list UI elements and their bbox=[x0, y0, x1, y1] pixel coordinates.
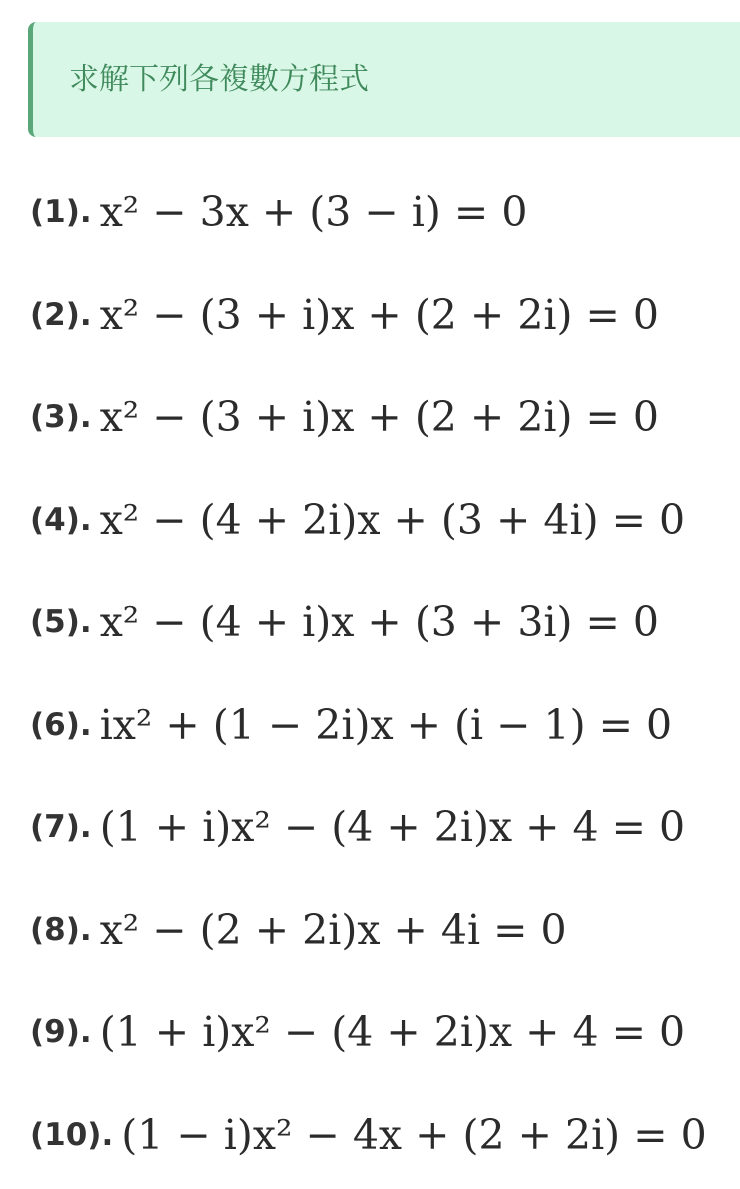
problem-equation: x² − (3 + i)x + (2 + 2i) = 0 bbox=[99, 290, 660, 339]
problem-number: (4). bbox=[30, 501, 92, 538]
problem-number: (9). bbox=[30, 1014, 92, 1050]
problem-number: (7). bbox=[30, 809, 92, 845]
problem-equation: (1 − i)x² − 4x + (2 + 2i) = 0 bbox=[121, 1110, 707, 1159]
problem-item bbox=[30, 370, 740, 473]
problem-item bbox=[30, 883, 740, 986]
problem-item bbox=[30, 1088, 740, 1189]
problem-number: (2). bbox=[30, 296, 92, 333]
problem-item bbox=[30, 985, 740, 1088]
problem-number: (5). bbox=[30, 604, 92, 640]
problem-item bbox=[30, 575, 740, 678]
problem-equation: ix² + (1 − 2i)x + (i − 1) = 0 bbox=[99, 700, 673, 749]
problem-number: (1). bbox=[30, 194, 92, 230]
problem-number: (10). bbox=[30, 1116, 114, 1153]
problem-number: (3). bbox=[30, 399, 92, 435]
problem-item bbox=[30, 678, 740, 781]
problem-item bbox=[30, 165, 740, 268]
instruction-callout bbox=[28, 22, 740, 137]
problem-equation: x² − (4 + 2i)x + (3 + 4i) = 0 bbox=[99, 495, 686, 544]
problem-equation: x² − (2 + 2i)x + 4i = 0 bbox=[99, 905, 567, 954]
problem-equation: (1 + i)x² − (4 + 2i)x + 4 = 0 bbox=[99, 1008, 686, 1056]
problem-equation: x² − (3 + i)x + (2 + 2i) = 0 bbox=[99, 393, 660, 441]
problem-equation: x² − 3x + (3 − i) = 0 bbox=[99, 188, 528, 236]
problem-equation: x² − (4 + i)x + (3 + 3i) = 0 bbox=[99, 598, 660, 646]
problem-item bbox=[30, 268, 740, 371]
problem-equation: (1 + i)x² − (4 + 2i)x + 4 = 0 bbox=[99, 803, 686, 851]
problem-item bbox=[30, 473, 740, 576]
callout-title: 求解下列各複數方程式 bbox=[69, 62, 369, 97]
problem-item bbox=[30, 780, 740, 883]
problem-list bbox=[30, 165, 740, 1189]
problem-number: (8). bbox=[30, 911, 92, 948]
problem-number: (6). bbox=[30, 706, 92, 743]
